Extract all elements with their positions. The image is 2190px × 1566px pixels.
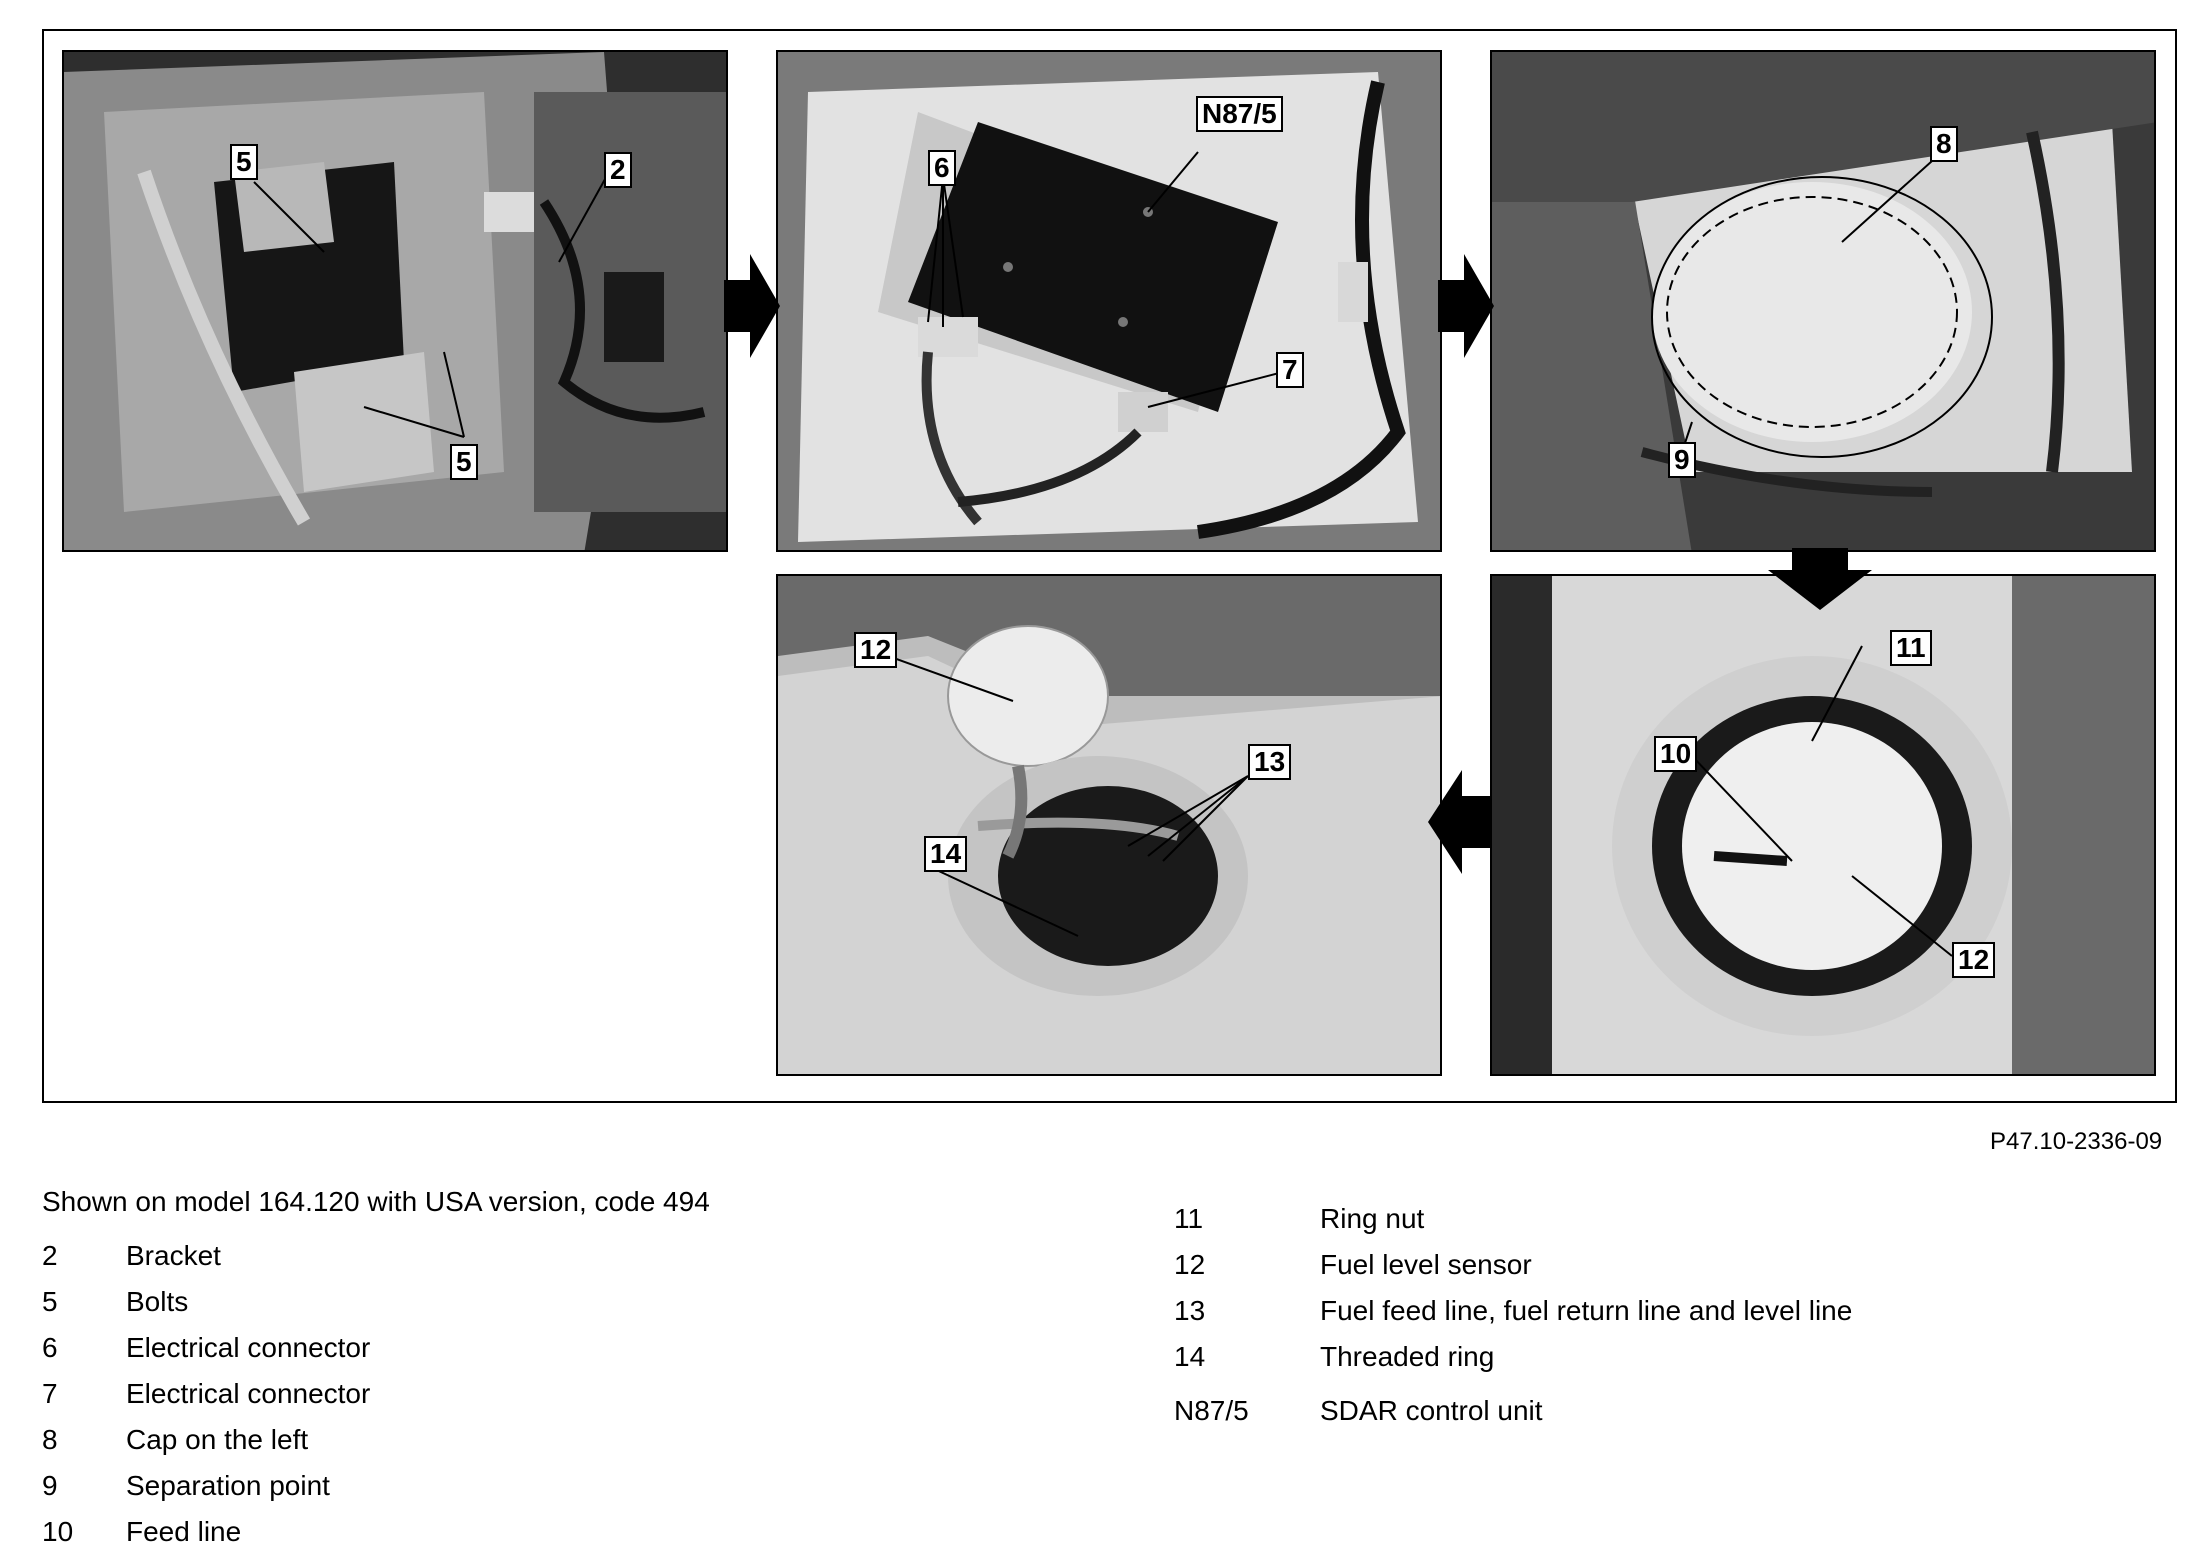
label-12: 12 [854, 632, 897, 668]
legend-row [1174, 1295, 2074, 1341]
legend-text: Fuel level sensor [1320, 1249, 1532, 1280]
legend-key: 9 [42, 1470, 58, 1501]
legend-key: 11 [1174, 1203, 1204, 1234]
legend-text: Electrical connector [126, 1378, 371, 1409]
label-13: 13 [1248, 744, 1291, 780]
legend-row [1174, 1395, 2074, 1441]
arrow-left-icon [1428, 770, 1490, 874]
legend-text: Bolts [126, 1286, 189, 1317]
legend-row [1174, 1341, 2074, 1387]
legend-row [42, 1516, 742, 1562]
legend-row [42, 1240, 742, 1286]
legend-key: 13 [1174, 1295, 1206, 1326]
photo-bracket-bolts [62, 50, 728, 552]
legend-row [42, 1424, 742, 1470]
arrow-down-icon [1768, 548, 1872, 610]
arrow-right-icon [724, 254, 780, 358]
label-6: 6 [928, 150, 956, 186]
photo-cap-left [1490, 50, 2156, 552]
label-11: 11 [1890, 630, 1932, 666]
label-n87-5: N87/5 [1196, 96, 1283, 132]
label-5: 5 [230, 144, 258, 180]
legend-text: Electrical connector [126, 1332, 371, 1363]
legend-key: 8 [42, 1424, 58, 1455]
legend-key: 7 [42, 1378, 58, 1409]
photo-fuel-sensor-ring-nut [1490, 574, 2156, 1076]
label-12: 12 [1952, 942, 1995, 978]
label-9: 9 [1668, 442, 1696, 478]
label-7: 7 [1276, 352, 1304, 388]
legend-key: 6 [42, 1332, 58, 1363]
photo-fuel-sensor-removed [776, 574, 1442, 1076]
label-8: 8 [1930, 126, 1958, 162]
legend-left [42, 1240, 742, 1562]
legend-text: Ring nut [1320, 1203, 1425, 1234]
legend-key: 5 [42, 1286, 58, 1317]
legend-text: Separation point [126, 1470, 330, 1501]
legend-text: Feed line [126, 1516, 242, 1547]
legend-key: 10 [42, 1516, 74, 1547]
legend-right [1174, 1203, 2074, 1441]
legend-text: SDAR control unit [1320, 1395, 1543, 1426]
figure-reference: P47.10-2336-09 [1990, 1128, 2163, 1155]
legend-row [42, 1286, 742, 1332]
legend-row [42, 1378, 742, 1424]
legend-key: 12 [1174, 1249, 1206, 1280]
legend-row [1174, 1203, 2074, 1249]
label-10: 10 [1654, 736, 1697, 772]
legend-key: 2 [42, 1240, 58, 1271]
legend-key: N87/5 [1174, 1395, 1249, 1426]
label-14: 14 [924, 836, 967, 872]
arrow-right-icon [1438, 254, 1494, 358]
legend-text: Cap on the left [126, 1424, 309, 1455]
legend-row [42, 1470, 742, 1516]
label-5: 5 [450, 444, 478, 480]
legend-row [42, 1332, 742, 1378]
legend-key: 14 [1174, 1341, 1206, 1372]
legend-text: Bracket [126, 1240, 221, 1271]
legend-text: Threaded ring [1320, 1341, 1495, 1372]
figure-caption: Shown on model 164.120 with USA version, code 494 [42, 1186, 710, 1217]
legend-text: Fuel feed line, fuel return line and level line [1320, 1295, 1853, 1326]
photo-sdar-control-unit [776, 50, 1442, 552]
label-2: 2 [604, 152, 632, 188]
legend-row [1174, 1249, 2074, 1295]
